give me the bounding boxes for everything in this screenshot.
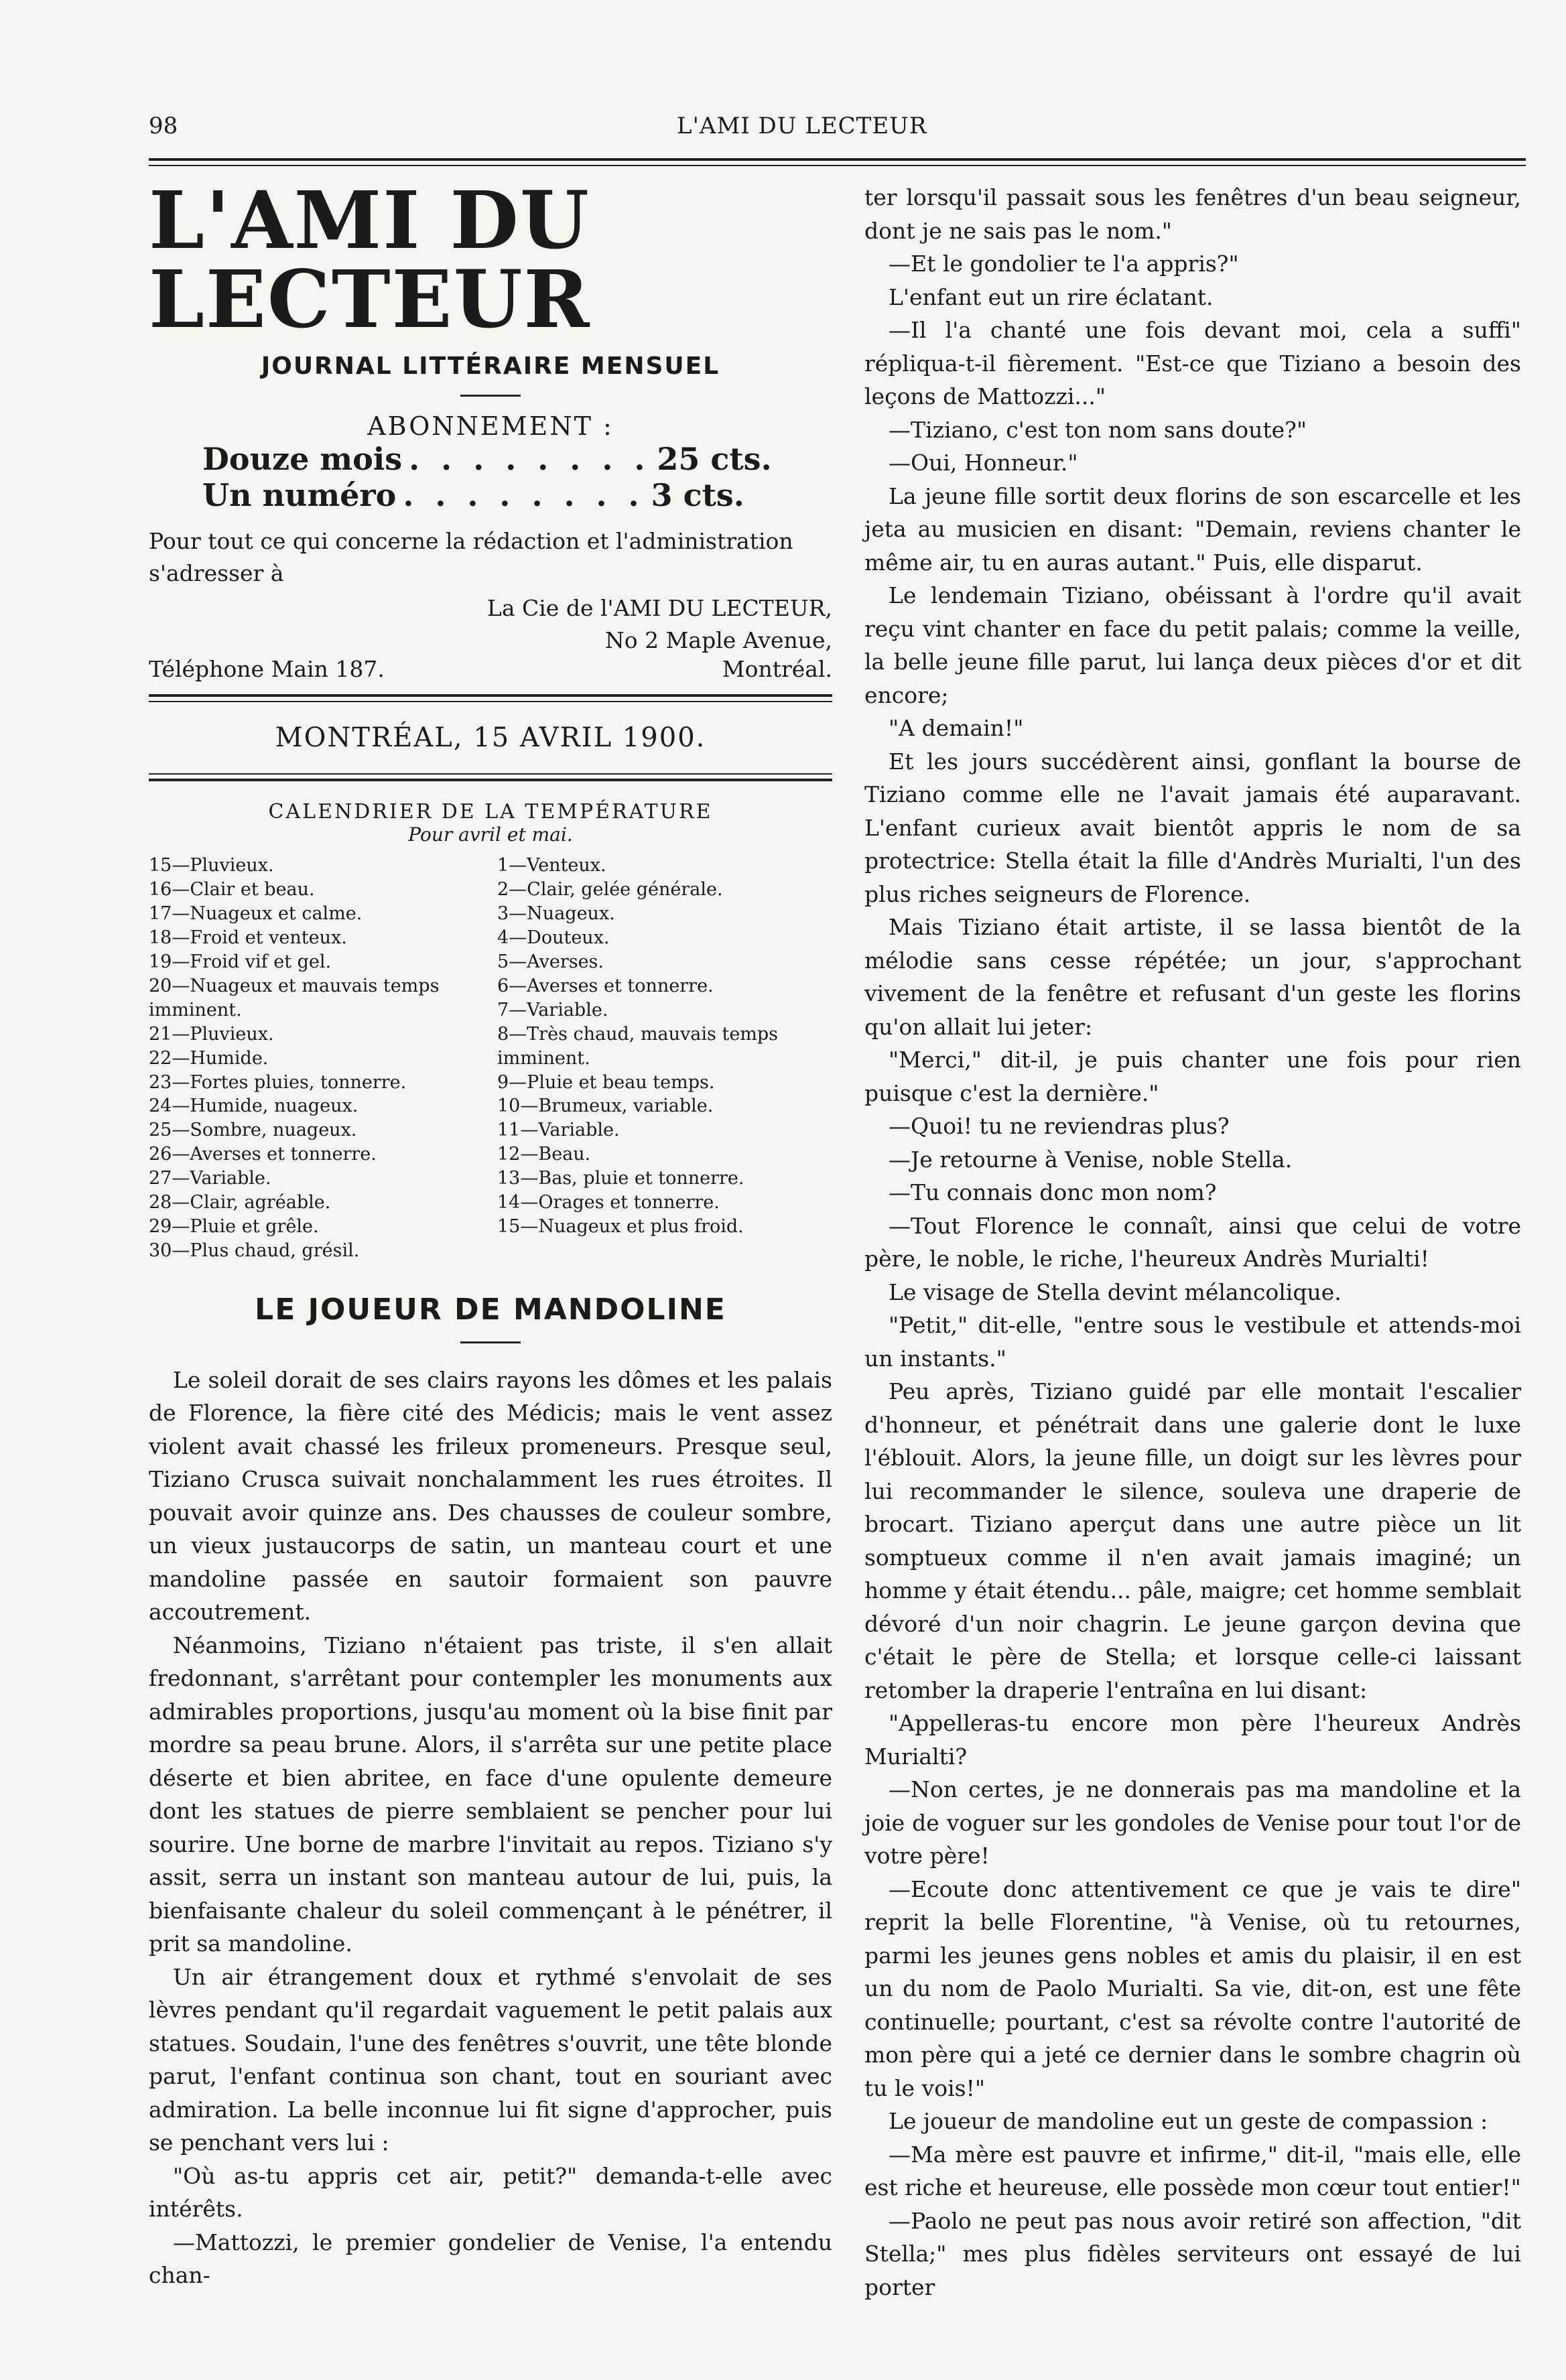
paragraph: —Paolo ne peut pas nous avoir retiré son affection, "dit Stella;" mes plus fidèles serviteurs ont essayé de lui porter bbox=[864, 2207, 1521, 2300]
calendar-entry: 28—Clair, agréable. bbox=[149, 1192, 331, 1213]
paragraph: "A demain!" bbox=[889, 715, 1024, 741]
paragraph: ter lorsqu'il passait sous les fenêtres d'un beau seigneur, dont je ne sais pas le nom." bbox=[864, 184, 1521, 244]
admin-text: Pour tout ce qui concerne la rédaction et l'administration s'adresser à bbox=[149, 528, 793, 586]
calendar-entry: 6—Averses et tonnerre. bbox=[497, 975, 714, 996]
paragraph: La jeune fille sortit deux florins de son escarcelle et les jeta au musicien en disant: "Demain, reviens chanter le même air, tu en auras autant." Puis, elle disparut. bbox=[864, 482, 1521, 576]
calendar-may bbox=[497, 854, 832, 1262]
paragraph: "Où as-tu appris cet air, petit?" demanda-t-elle avec intérêts. bbox=[149, 2162, 832, 2223]
calendar bbox=[149, 854, 832, 1262]
paragraph: L'enfant eut un rire éclatant. bbox=[889, 283, 1214, 310]
calendar-entry: 20—Nuageux et mauvais temps imminent. bbox=[149, 975, 440, 1020]
calendar-entry: 13—Bas, pluie et tonnerre. bbox=[497, 1168, 744, 1189]
calendar-entry: 19—Froid vif et gel. bbox=[149, 951, 332, 972]
price-dots: . . . . . . . . bbox=[403, 477, 645, 513]
company-address: No 2 Maple Avenue, bbox=[604, 626, 832, 653]
abonnement-heading: ABONNEMENT : bbox=[367, 411, 614, 441]
calendar-entry: 14—Orages et tonnerre. bbox=[497, 1192, 720, 1213]
calendar-entry: 9—Pluie et beau temps. bbox=[497, 1071, 715, 1093]
calendar-entry: 4—Douteux. bbox=[497, 927, 610, 949]
paragraph: —Tiziano, c'est ton nom sans doute?" bbox=[889, 416, 1307, 443]
calendar-entry: 12—Beau. bbox=[497, 1144, 591, 1165]
paragraph: —Tout Florence le connaît, ainsi que celui de votre père, le noble, le riche, l'heureux Andrès Murialti! bbox=[864, 1212, 1521, 1272]
price-value: 25 cts. bbox=[657, 441, 772, 477]
calendar-entry: 16—Clair et beau. bbox=[149, 879, 315, 901]
divider bbox=[149, 701, 832, 702]
divider bbox=[149, 773, 832, 775]
calendar-entry: 15—Nuageux et plus froid. bbox=[497, 1215, 744, 1237]
paragraph: Le lendemain Tiziano, obéissant à l'ordre qu'il avait reçu vint chanter en face du petit palais; comme la veille, la belle jeune fille parut, lui lança deux pièces d'or et dit encore; bbox=[864, 582, 1521, 708]
paragraph: —Et le gondolier te l'a appris?" bbox=[889, 251, 1239, 277]
paragraph: Le soleil dorait de ses clairs rayons les dômes et les palais de Florence, la fière cité des Médicis; mais le vent assez violent avait chassé les frileux promeneurs. Presque seul, Tiziano Crusca suivait nonchalamment les rues étroites. Il pouvait avoir quinze ans. Des chausses de couleur sombre, un vieux justaucorps de satin, un manteau court et une mandoline passée en sautoir formaient son pauvre accoutrement. bbox=[149, 1366, 832, 1626]
calendar-entry: 30—Plus chaud, grésil. bbox=[149, 1240, 360, 1261]
calendar-entry: 8—Très chaud, mauvais temps imminent. bbox=[497, 1023, 779, 1069]
paragraph: —Mattozzi, le premier gondelier de Venise, l'a entendu chan- bbox=[149, 2229, 832, 2289]
calendar-entry: 5—Averses. bbox=[497, 951, 604, 972]
calendar-april bbox=[149, 854, 484, 1262]
paragraph: —Il l'a chanté une fois devant moi, cela a suffi" répliqua-t-il fièrement. "Est-ce que Tiziano a besoin des leçons de Mattozzi..." bbox=[864, 317, 1521, 409]
paragraph: "Merci," dit-il, je puis chanter une fois pour rien puisque c'est la dernière." bbox=[864, 1047, 1521, 1106]
calendar-entry: 21—Pluvieux. bbox=[149, 1023, 274, 1045]
calendar-entry: 26—Averses et tonnerre. bbox=[149, 1144, 377, 1165]
paragraph: Peu après, Tiziano guidé par elle montait l'escalier d'honneur, et pénétrait dans une galerie dont le luxe l'éblouit. Alors, la jeune fille, un doigt sur les lèvres pour lui recommander le silence, souleva une draperie de brocart. Tiziano aperçut dans une autre pièce un lit somptueux comme il n'en avait jamais imaginé; un homme y était étendu... pâle, maigre; cet homme semblait dévoré d'un noir chagrin. Le jeune garçon devina que c'était le père de Stella; et lorsque celle-ci laissant retomber la draperie l'entraîna en lui disant: bbox=[864, 1378, 1521, 1703]
price-row bbox=[202, 477, 832, 513]
calendar-entry: 25—Sombre, nuageux. bbox=[149, 1120, 357, 1141]
calendar-entry: 17—Nuageux et calme. bbox=[149, 903, 363, 925]
calendar-entry: 22—Humide. bbox=[149, 1047, 269, 1069]
calendar-entry: 11—Variable. bbox=[497, 1120, 620, 1141]
paragraph: Un air étrangement doux et rythmé s'envolait de ses lèvres pendant qu'il regardait vaguement le petit palais aux statues. Soudain, l'une des fenêtres s'ouvrit, une tête blonde parut, l'enfant continua son chant, tout en souriant avec admiration. La belle inconnue lui fit signe d'approcher, puis se penchant vers lui : bbox=[149, 1963, 832, 2156]
paragraph: Le visage de Stella devint mélancolique. bbox=[889, 1278, 1342, 1305]
calendar-subtitle: Pour avril et mai. bbox=[408, 823, 573, 846]
calendar-entry: 3—Nuageux. bbox=[497, 903, 615, 925]
calendar-entry: 15—Pluvieux. bbox=[149, 855, 274, 876]
page-number: 98 bbox=[149, 113, 178, 139]
header-rule-thin bbox=[149, 165, 1526, 166]
calendar-entry: 1—Venteux. bbox=[497, 855, 606, 876]
paragraph: —Ecoute donc attentivement ce que je vais te dire" reprit la belle Florentine, "à Venise, où tu retournes, parmi les jeunes gens nobles et amis du plaisir, il en est un du nom de Paolo Murialti. Sa vie, dit-on, est une fête continuelle; pourtant, c'est sa révolte contre l'autorité de mon père qui a jeté ce dernier dans le sombre chagrin où tu le vois!" bbox=[864, 1875, 1521, 2101]
price-value: 3 cts. bbox=[651, 477, 744, 513]
paragraph: —Quoi! tu ne reviendras plus? bbox=[889, 1113, 1230, 1139]
calendar-entry: 24—Humide, nuageux. bbox=[149, 1096, 358, 1117]
paragraph: —Ma mère est pauvre et infirme," dit-il, "mais elle, elle est riche et heureuse, elle possède mon cœur tout entier!" bbox=[864, 2141, 1521, 2200]
calendar-entry: 29—Pluie et grêle. bbox=[149, 1215, 319, 1237]
calendar-entry: 2—Clair, gelée générale. bbox=[497, 879, 723, 901]
paragraph: Et les jours succédèrent ainsi, gonflant la bourse de Tiziano comme elle ne l'avait jamais été auparavant. L'enfant curieux avait bientôt appris le nom de sa protectrice: Stella était la fille d'Andrès Murialti, l'un des plus riches seigneurs de Florence. bbox=[864, 748, 1521, 907]
running-title: L'AMI DU LECTEUR bbox=[677, 113, 927, 139]
paragraph: Mais Tiziano était artiste, il se lassa bientôt de la mélodie sans cesse répétée; un jour, s'approchant vivement de la fenêtre et refusant d'un geste les florins qu'on allait lui jeter: bbox=[864, 914, 1521, 1040]
calendar-entry: 18—Froid et venteux. bbox=[149, 927, 347, 949]
paragraph: —Je retourne à Venise, noble Stella. bbox=[889, 1146, 1293, 1173]
left-column bbox=[149, 174, 832, 2292]
masthead-subtitle: JOURNAL LITTÉRAIRE MENSUEL bbox=[261, 352, 720, 380]
divider bbox=[149, 694, 832, 697]
calendar-entry: 23—Fortes pluies, tonnerre. bbox=[149, 1071, 407, 1093]
calendar-entry: 10—Brumeux, variable. bbox=[497, 1096, 714, 1117]
price-label: Douze mois bbox=[202, 441, 403, 477]
paragraph: "Appelleras-tu encore mon père l'heureux Andrès Murialti? bbox=[864, 1710, 1521, 1770]
price-row bbox=[202, 441, 832, 477]
paragraph: —Tu connais donc mon nom? bbox=[889, 1179, 1217, 1205]
paragraph: Le joueur de mandoline eut un geste de compassion : bbox=[889, 2108, 1488, 2134]
article-body-right bbox=[864, 181, 1521, 2304]
calendar-entry: 7—Variable. bbox=[497, 999, 608, 1020]
price-dots: . . . . . . . . bbox=[409, 441, 651, 477]
city: Montréal. bbox=[722, 656, 832, 683]
company-name: La Cie de l'AMI DU LECTEUR, bbox=[486, 594, 832, 621]
phone: Téléphone Main 187. bbox=[149, 656, 385, 683]
divider bbox=[460, 395, 521, 397]
header-rule bbox=[149, 158, 1526, 161]
contact-row bbox=[149, 656, 832, 682]
article-body-left bbox=[149, 1364, 832, 2292]
divider bbox=[149, 779, 832, 781]
calendar-title: CALENDRIER DE LA TEMPÉRATURE bbox=[268, 800, 713, 824]
calendar-entry: 27—Variable. bbox=[149, 1168, 271, 1189]
paragraph: —Non certes, je ne donnerais pas ma mandoline et la joie de voguer sur les gondoles de Venise pour tout l'or de votre père! bbox=[864, 1776, 1521, 1869]
paragraph: —Oui, Honneur." bbox=[889, 450, 1078, 476]
paragraph: "Petit," dit-elle, "entre sous le vestibule et attends-moi un instants." bbox=[864, 1312, 1521, 1372]
masthead-title: L'AMI DU LECTEUR bbox=[149, 174, 591, 346]
dateline: MONTRÉAL, 15 AVRIL 1900. bbox=[275, 722, 706, 754]
paragraph: Néanmoins, Tiziano n'étaient pas triste, il s'en allait fredonnant, s'arrêtant pour contempler les monuments aux admirables proportions, jusqu'au moment où la bise finit par mordre sa peau brune. Alors, il s'arrêta sur une petite place déserte et bien abritee, en face d'une opulente demeure dont les statues de pierre semblaient se pencher pour lui sourire. Une borne de marbre l'invitait au repos. Tiziano s'y assit, serra un instant son manteau autour de lui, puis, la bienfaisante chaleur du soleil commençant à le pénétrer, il prit sa mandoline. bbox=[149, 1632, 832, 1957]
article-title: LE JOUEUR DE MANDOLINE bbox=[255, 1292, 726, 1327]
divider bbox=[460, 1341, 521, 1343]
right-column bbox=[864, 181, 1521, 2304]
price-label: Un numéro bbox=[202, 477, 397, 513]
